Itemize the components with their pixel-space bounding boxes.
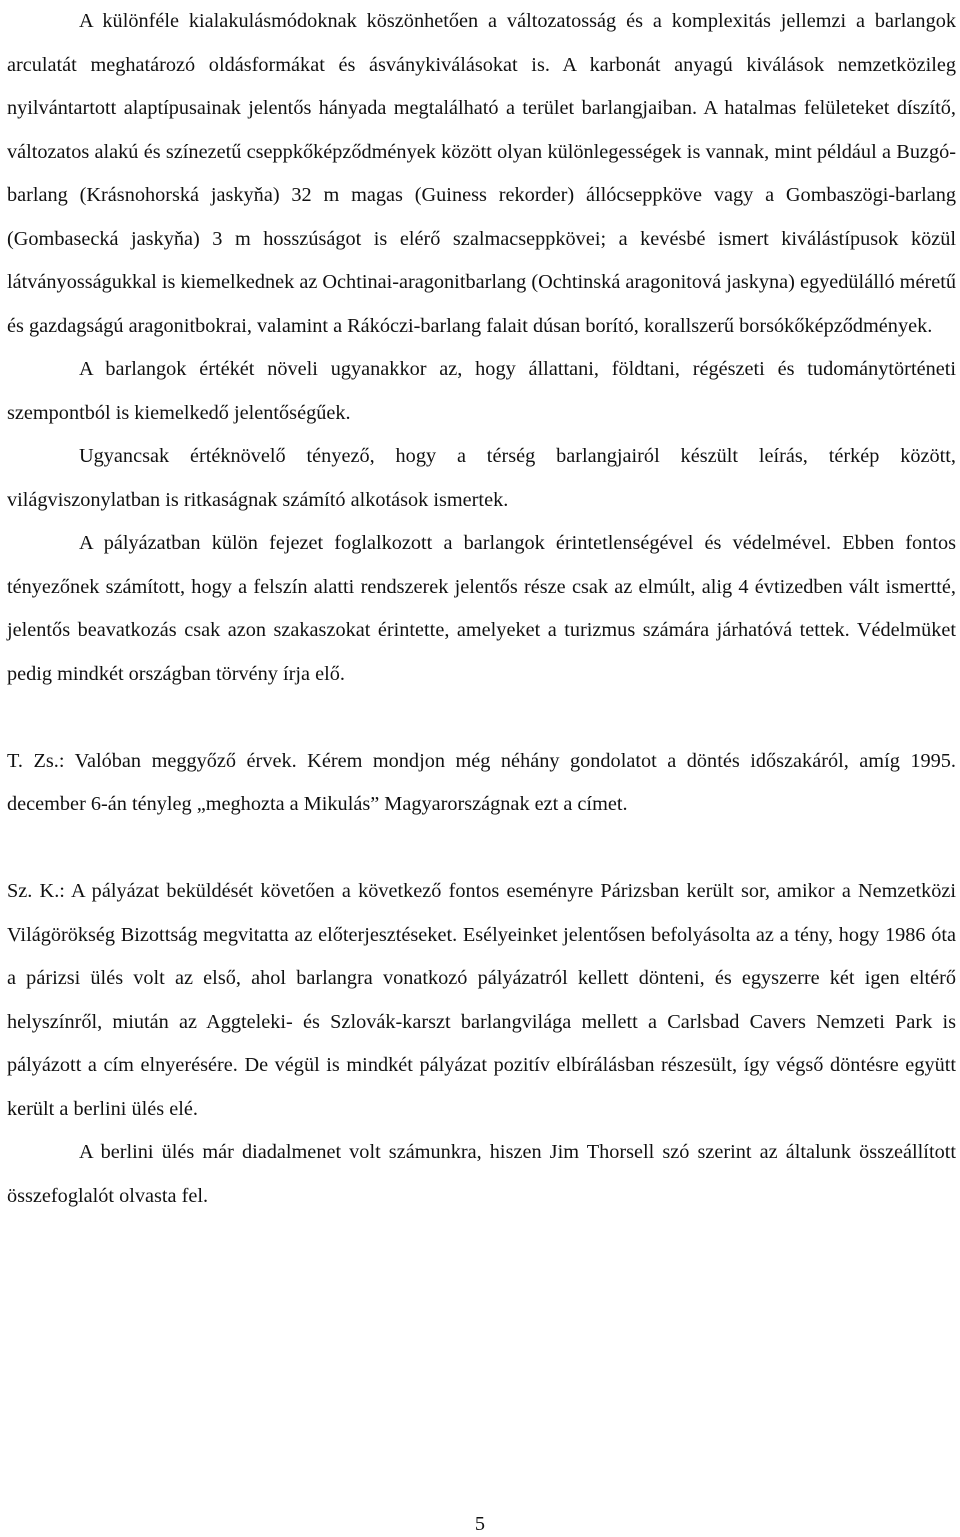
interview-question: T. Zs.: Valóban meggyőző érvek. Kérem mondjon még néhány gondolatot a döntés időszakáról, amíg 1995. december 6-án tényleg „meghozta a Mikulás” Magyarországnak ezt a címet. bbox=[7, 749, 956, 815]
document-page bbox=[7, 0, 956, 1218]
paragraph-maps: Ugyancsak értéknövelő tényező, hogy a térség barlangjairól készült leírás, térkép között, világviszonylatban is ritkaságnak számító alkotások ismertek. bbox=[7, 445, 956, 511]
page-number: 5 bbox=[474, 1513, 486, 1535]
interview-answer: Sz. K.: A pályázat beküldését követően a következő fontos eseményre Párizsban került sor, amikor a Nemzetközi Világörökség Bizottság megvitatta az előterjesztéseket. Esélyeinket jelentősen befolyásolta az a tény, hogy 1986 óta a párizsi ülés volt az első, ahol barlangra vonatkozó pályázatról kellett dönteni, és egyszerre két igen eltérő helyszínről, miután az Aggteleki- és Szlovák-karszt barlangvilága mellett a Carlsbad Cavers Nemzeti Park is pályázott a cím elnyerésére. De végül is mindkét pályázat pozitív elbírálásban részesült, így végső döntésre együtt került a berlini ülés elé. bbox=[7, 880, 956, 1120]
paragraph-protection: A pályázatban külön fejezet foglalkozott a barlangok érintetlenségével és védelmével. Ebben fontos tényezőnek számított, hogy a felszín alatti rendszerek jelentős része csak az elmúlt, alig 4 évtizedben vált ismertté, jelentős beavatkozás csak azon szakaszokat érintette, amelyeket a turizmus számára járhatóvá tettek. Védelmüket pedig mindkét országban törvény írja elő. bbox=[7, 532, 956, 685]
paragraph-gap bbox=[7, 696, 956, 740]
paragraph-berlin: A berlini ülés már diadalmenet volt számunkra, hiszen Jim Thorsell szó szerint az általunk összeállított összefoglalót olvasta fel. bbox=[7, 1141, 956, 1207]
paragraph-value: A barlangok értékét növeli ugyanakkor az, hogy állattani, földtani, régészeti és tudománytörténeti szempontból is kiemelkedő jelentőségűek. bbox=[7, 358, 956, 424]
paragraph-gap bbox=[7, 827, 956, 871]
paragraph-formations: A különféle kialakulásmódoknak köszönhetően a változatosság és a komplexitás jellemzi a barlangok arculatát meghatározó oldásformákat és ásványkiválásokat is. A karbonát anyagú kiválások nemzetközileg nyilvántartott alaptípusainak jelentős hányada megtalálható a terület barlangjaiban. A hatalmas felületeket díszítő, változatos alakú és színezetű cseppkőképződmények között olyan különlegességek is vannak, mint például a Buzgó-barlang (Krásnohorská jaskyňa) 32 m magas (Guiness rekorder) állócseppköve vagy a Gombaszögi-barlang (Gombasecká jaskyňa) 3 m hosszúságot is elérő szalmacseppkövei; a kevésbé ismert kiválástípusok közül látványosságukkal is kiemelkednek az Ochtinai-aragonitbarlang (Ochtinská aragonitová jaskyna) egyedülálló méretű és gazdagságú aragonitbokrai, valamint a Rákóczi-barlang falait dúsan borító, korallszerű borsókőképződmények. bbox=[7, 10, 956, 337]
